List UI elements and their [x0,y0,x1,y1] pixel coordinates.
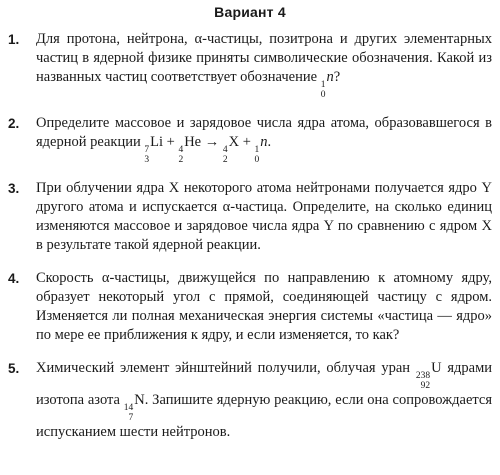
nuclide-index [178,145,183,165]
task-2 [8,114,492,165]
task-number: 3. [8,181,20,196]
charge-number: 0 [254,155,260,165]
helium-symbol: He [184,134,202,150]
nuclide-index [416,371,430,391]
task-number: 1. [8,32,20,47]
task-1 [8,30,492,100]
task-5 [8,359,492,442]
arrow-icon: → [204,134,220,150]
mass-number: 4 [222,145,228,155]
nuclide-index [255,145,260,165]
task-5-text-middle: ядрами изотопа азота [36,360,493,408]
task-text [36,30,492,100]
question-mark: ? [333,69,341,85]
lithium-symbol: Li [150,134,164,150]
charge-number: 3 [144,155,150,165]
mass-number: 4 [178,145,184,155]
mass-number: 1 [320,80,326,90]
mass-number: 7 [144,145,150,155]
task-number: 2. [8,116,20,131]
uranium-symbol: U [431,360,442,376]
task-4-text: Скорость α-частицы, движущейся по направлению к атомному ядру, образует некоторый угол с прямой, соединяющей частицу с ядром. Изменяется ли полная механическая энергия системы «частица — ядро» по мере ее приближения к ядру, и если изменяется, то как? [36,270,492,343]
mass-number: 1 [254,145,260,155]
variant-title: Вариант 4 [214,4,286,20]
task-4 [8,269,492,345]
charge-number: 2 [222,155,228,165]
task-number: 5. [8,361,20,376]
nuclide-index [321,80,326,100]
mass-number: 238 [415,371,431,381]
neutron-symbol: n [260,134,268,150]
task-text [36,114,492,165]
period: . [267,134,272,150]
charge-number: 2 [178,155,184,165]
nitrogen-symbol: N [134,392,145,408]
task-number: 4. [8,271,20,286]
charge-number: 92 [420,381,431,391]
task-1-text: Для протона, нейтрона, α-частицы, позитрона и других элементарных частиц в ядерной физике приняты символические обозначения. Какой из названных частиц соответствует обозначение [36,31,492,85]
task-text [36,359,492,442]
x-symbol: X [228,134,240,150]
task-3-text: При облучении ядра X некоторого атома нейтронами получается ядро Y другого атома и испускается α-частица. Определите, на сколько единиц изменяются массовое и зарядовое числа ядра Y по сравнению с ядром X в результате такой ядерной реакции. [36,180,492,253]
task-3 [8,179,492,255]
charge-number: 0 [320,90,326,100]
task-2-text: Определите массовое и зарядовое числа ядра атома, образовавшегося в ядерной реакции [36,115,492,150]
charge-number: 7 [128,413,134,423]
plus-sign: + [242,134,251,150]
nuclide-index [223,145,228,165]
task-5-text-before: Химический элемент эйнштейний получили, облучая уран [36,360,411,376]
nuclide-index [124,403,134,423]
task-5-text-after: . Запишите ядерную реакцию, если она сопровождается испусканием шести нейтронов. [36,392,493,440]
nuclide-index [144,145,149,165]
neutron-symbol: n [326,69,334,85]
mass-number: 14 [123,403,134,413]
plus-sign: + [166,134,175,150]
